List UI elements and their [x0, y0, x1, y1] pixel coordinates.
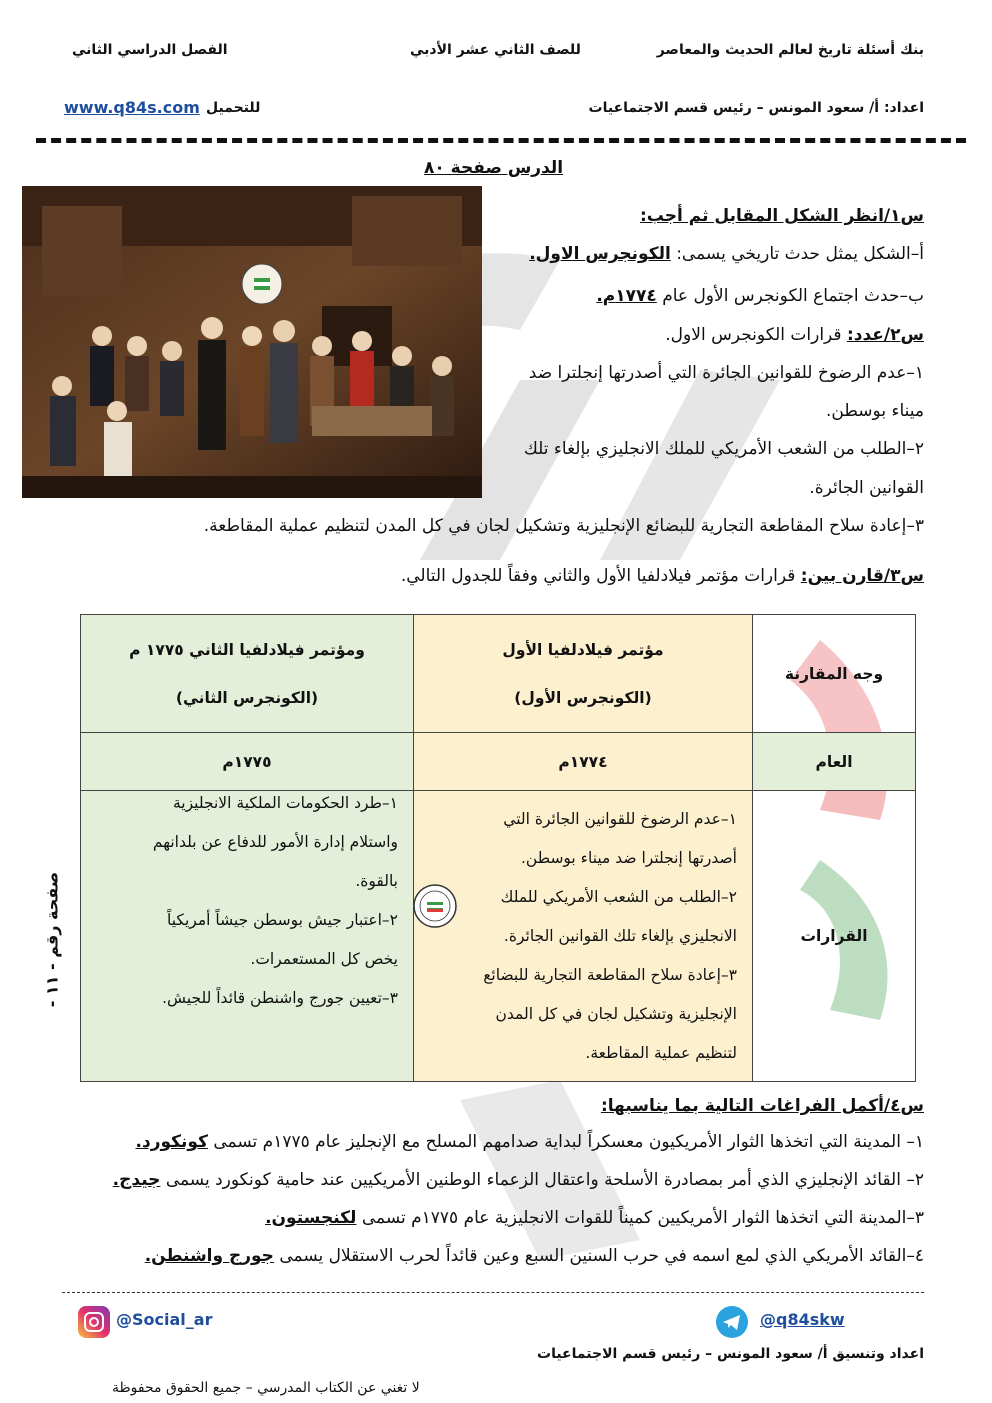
q3-label: س٣/قارن بين: — [800, 566, 924, 586]
first-decision-line: لتنظيم عملية المقاطعة. — [585, 1043, 737, 1062]
q2-text: قرارات الكونجرس الاول. — [665, 325, 842, 345]
decisions-label: القرارات — [753, 791, 916, 1082]
q4-label: س٤/أكمل الفراغات التالية بما يناسبها: — [600, 1096, 924, 1116]
q3 — [401, 566, 924, 586]
q1-a — [529, 244, 924, 264]
lesson-title: الدرس صفحة ٨٠ — [424, 158, 564, 178]
header-divider — [36, 138, 966, 143]
second-decision-line: ١–طرد الحكومات الملكية الانجليزية — [173, 794, 398, 812]
q2-item2-line2: القوانين الجائرة. — [809, 478, 924, 498]
school-logo-icon — [412, 883, 458, 929]
comparison-table — [80, 614, 916, 1082]
q4-item-2 — [113, 1170, 924, 1190]
first-decision-line: أصدرتها إنجلترا ضد ميناء بوسطن. — [521, 848, 737, 867]
second-decision-line: واستلام إدارة الأمور للدفاع عن بلدانهم — [152, 833, 398, 851]
q1-b — [596, 286, 924, 306]
q4-item-1-answer: كونكورد. — [135, 1132, 208, 1152]
q1-a-text: أ–الشكل يمثل حدث تاريخي يسمى: — [676, 244, 924, 264]
q1-b-answer: ١٧٧٤م. — [596, 286, 657, 306]
telegram-handle[interactable]: @q84skw — [760, 1310, 845, 1329]
footer-rights: لا تغني عن الكتاب المدرسي – جميع الحقوق محفوظة — [112, 1380, 420, 1396]
page-number: صفحة رقم - ١١ - — [42, 871, 62, 1008]
second-congress-header — [81, 615, 414, 733]
year-second: ١٧٧٥م — [81, 733, 414, 791]
q4-item-4-text: ٤–القائد الأمريكي الذي لمع اسمه في حرب السنين السبع وعين قائداً لحرب الاستقلال يسمى — [279, 1246, 924, 1266]
q1-a-answer: الكونجرس الاول. — [529, 244, 671, 264]
q2-item1-line1: ١–عدم الرضوخ للقوانين الجائرة التي أصدرتها إنجلترا ضد — [528, 363, 924, 383]
q1-b-text: ب–حدث اجتماع الكونجرس الأول عام — [662, 286, 924, 306]
instagram-icon[interactable] — [78, 1306, 110, 1338]
table-header-row — [81, 615, 916, 733]
instagram-handle[interactable]: @Social_ar — [116, 1310, 213, 1329]
q2-label: س٢/عدد: — [846, 325, 924, 345]
first-decision-line: ٢–الطلب من الشعب الأمريكي للملك — [500, 887, 737, 906]
q4-item-2-text: ٢– القائد الإنجليزي الذي أمر بمصادرة الأسلحة واعتقال الزعماء الوطنين الأمريكيين عند حامية كونكورد يسمى — [165, 1170, 924, 1190]
telegram-icon[interactable] — [716, 1306, 748, 1338]
first-header-line1: مؤتمر فيلادلفيا الأول — [502, 640, 664, 659]
q4-item-3-answer: لكنجستون. — [265, 1208, 357, 1228]
website-link[interactable]: www.q84s.com — [64, 98, 200, 117]
first-header-line2: (الكونجرس الأول) — [514, 688, 652, 707]
second-header-line2: (الكونجرس الثاني) — [175, 688, 319, 707]
term-label: الفصل الدراسي الثاني — [72, 42, 228, 58]
bank-title: بنك أسئلة تاريخ لعالم الحديث والمعاصر — [656, 42, 924, 58]
q4-item-3 — [265, 1208, 924, 1228]
first-decision-line: ١–عدم الرضوخ للقوانين الجائرة التي — [503, 809, 737, 828]
second-decision-line: بالقوة. — [355, 872, 398, 890]
face-header: وجه المقارنة — [753, 615, 916, 733]
second-decision-line: يخص كل المستعمرات. — [250, 950, 398, 968]
q3-text: قرارات مؤتمر فيلادلفيا الأول والثاني وفقاً للجدول التالي. — [400, 566, 796, 586]
second-decision-line: ٣–تعيين جورج واشنطن قائداً للجيش. — [162, 989, 398, 1007]
first-decisions-list — [415, 794, 751, 1079]
q2 — [665, 325, 924, 345]
grade-label: للصف الثاني عشر الأدبي — [410, 42, 581, 58]
q4-item-2-answer: جيدج. — [112, 1170, 161, 1190]
table-decisions-row — [81, 791, 916, 1082]
footer-credit: اعداد وتنسيق أ/ سعود المونس – رئيس قسم الاجتماعيات — [537, 1346, 924, 1362]
footer-divider — [62, 1292, 924, 1293]
congress-painting — [22, 186, 482, 498]
q4-item-1-text: ١– المدينة التي اتخذها الثوار الأمريكيون معسكراً لبداية صدامهم المسلح مع الإنجليز عام ١٧٧٥م تسمى — [213, 1132, 924, 1152]
q4-item-4 — [145, 1246, 924, 1266]
q1-label: س١/انظر الشكل المقابل ثم أجب: — [639, 206, 924, 226]
first-decision-line: الإنجليزية وتشكيل لجان في كل المدن — [495, 1004, 737, 1023]
second-decisions — [81, 791, 414, 1082]
second-decision-line: ٢–اعتبار جيش بوسطن جيشاً أمريكياً — [167, 911, 398, 929]
q2-item2-line1: ٢–الطلب من الشعب الأمريكي للملك الانجليزي بإلغاء تلك — [523, 439, 924, 459]
year-label: العام — [753, 733, 916, 791]
q2-item3: ٣–إعادة سلاح المقاطعة التجارية للبضائع الإنجليزية وتشكيل لجان في كل المدن لتنظيم عملية المقاطعة. — [203, 516, 924, 536]
author-label: اعداد: أ/ سعود المونس – رئيس قسم الاجتماعيات — [588, 100, 924, 116]
first-decisions — [414, 791, 753, 1082]
second-header-line1: ومؤتمر فيلادلفيا الثاني ١٧٧٥ م — [129, 640, 365, 659]
second-decisions-list — [82, 778, 412, 1024]
download-label: للتحميل — [206, 100, 261, 116]
q4-item-4-answer: جورج واشنطن. — [144, 1246, 274, 1266]
first-decision-line: الانجليزي بإلغاء تلك القوانين الجائرة. — [503, 926, 737, 945]
q2-item1-line2: ميناء بوسطن. — [826, 401, 924, 421]
first-congress-header — [414, 615, 753, 733]
q4-item-3-text: ٣–المدينة التي اتخذها الثوار الأمريكيين كميناً للقوات الانجليزية عام ١٧٧٥م تسمى — [361, 1208, 924, 1228]
q4-item-1 — [136, 1132, 924, 1152]
first-decision-line: ٣–إعادة سلاح المقاطعة التجارية للبضائع — [483, 965, 737, 984]
year-first: ١٧٧٤م — [414, 733, 753, 791]
